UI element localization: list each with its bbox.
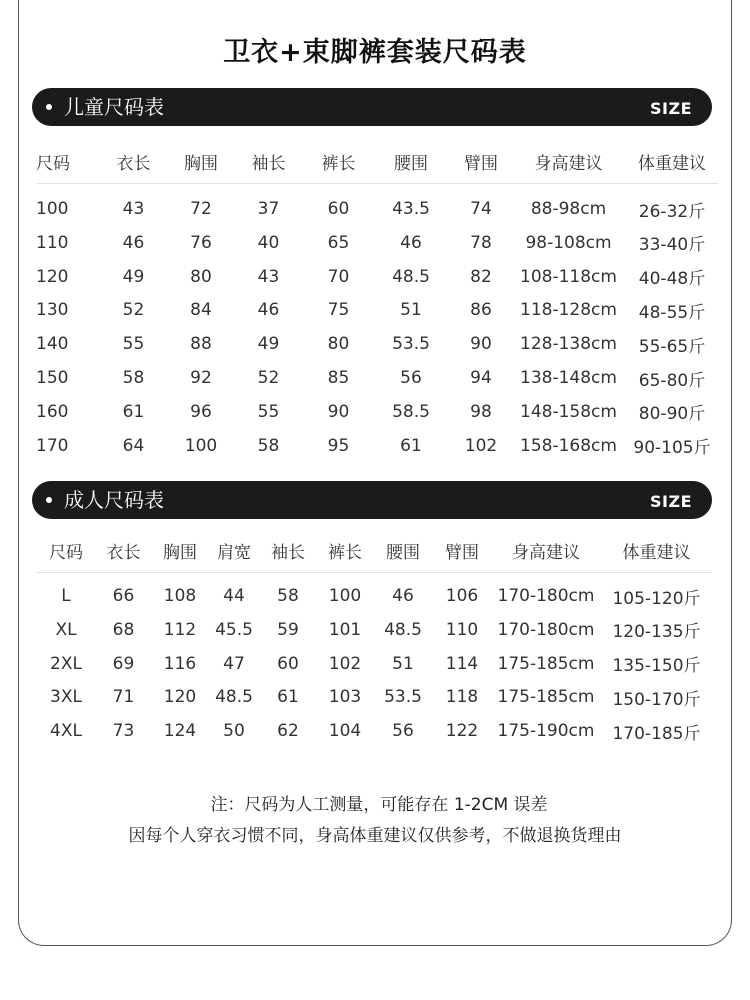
table-cell: 73 [112, 721, 135, 742]
kids-section-title: 儿童尺码表 [64, 95, 164, 119]
table-cell: 175-185cm [497, 653, 595, 674]
table-cell: 104 [328, 721, 362, 742]
table-cell: 60 [327, 199, 350, 219]
table-cell: 175-190cm [497, 721, 595, 742]
table-cell: 49 [122, 266, 145, 287]
table-cell: 175-185cm [497, 687, 595, 708]
kids-size-table [36, 139, 718, 463]
table-cell: 170-180cm [497, 586, 595, 606]
table-cell: 103 [328, 687, 362, 708]
table-cell: 26-32斤 [638, 201, 706, 222]
table-row [36, 429, 718, 463]
table-cell: 102 [328, 653, 362, 674]
table-cell: 46 [400, 232, 422, 253]
table-row [36, 613, 712, 647]
table-cell: 135-150斤 [612, 656, 701, 677]
table-cell: 71 [112, 687, 135, 708]
table-cell: 108-118cm [520, 266, 617, 287]
table-cell: 49 [257, 334, 280, 355]
column-header: 身高建议 [491, 528, 601, 573]
table-cell: 112 [163, 619, 197, 640]
column-header: 尺码 [36, 139, 96, 184]
table-cell: 58 [277, 586, 299, 606]
table-cell: 48.5 [392, 266, 430, 287]
adult-size-table [36, 528, 712, 748]
table-cell: 122 [445, 721, 479, 742]
table-row [36, 361, 718, 395]
table-cell: 46 [122, 232, 145, 253]
table-row [36, 573, 712, 614]
table-cell: 140 [36, 334, 69, 355]
column-header: 衣长 [96, 139, 171, 184]
column-header: 袖长 [259, 528, 317, 573]
table-cell: 43 [257, 266, 280, 287]
table-cell: 82 [470, 266, 492, 287]
table-cell: 55-65斤 [638, 336, 706, 357]
table-cell: 65-80斤 [638, 370, 706, 391]
table-row [36, 184, 718, 227]
table-cell: 100 [328, 586, 362, 606]
adult-size-label: SIZE [649, 492, 692, 511]
table-cell: 50 [223, 721, 245, 742]
table-cell: 84 [190, 300, 212, 321]
table-cell: 47 [223, 653, 245, 674]
table-row [36, 327, 718, 361]
table-cell: 4XL [50, 721, 82, 742]
table-cell: 2XL [50, 653, 82, 674]
table-cell: 170-185斤 [612, 723, 701, 744]
table-cell: 158-168cm [520, 435, 617, 456]
table-cell: 52 [257, 368, 280, 389]
disclaimer-note: 因每个人穿衣习惯不同，身高体重建议仅供参考，不做退换货理由 [128, 826, 622, 846]
table-cell: 46 [392, 586, 414, 606]
table-cell: 40-48斤 [638, 269, 706, 290]
table-cell: 96 [190, 401, 212, 422]
table-cell: 80 [190, 266, 212, 287]
table-row [36, 294, 718, 328]
column-header: 体重建议 [601, 528, 712, 573]
table-cell: 90 [327, 401, 350, 422]
table-cell: 100 [36, 199, 69, 219]
table-cell: 51 [392, 653, 414, 674]
table-cell: 108 [163, 586, 197, 606]
table-cell: 86 [470, 300, 492, 321]
table-cell: L [61, 586, 71, 606]
kids-section-header [32, 88, 712, 126]
table-cell: 120-135斤 [612, 622, 701, 643]
table-cell: 110 [445, 619, 479, 640]
table-cell: 61 [400, 435, 422, 456]
table-cell: 148-158cm [520, 401, 617, 422]
bullet-icon [46, 497, 52, 503]
table-cell: 61 [277, 687, 299, 708]
table-row [36, 681, 712, 715]
table-cell: 88 [190, 334, 212, 355]
table-cell: 53.5 [384, 687, 422, 708]
table-cell: 58.5 [392, 401, 430, 422]
table-cell: 114 [445, 653, 479, 674]
table-cell: 46 [257, 300, 280, 321]
table-cell: 110 [36, 232, 69, 253]
table-header-row [36, 139, 718, 184]
column-header: 裤长 [306, 139, 371, 184]
table-cell: 100 [184, 435, 218, 456]
column-header: 肩宽 [209, 528, 259, 573]
table-cell: 52 [122, 300, 145, 321]
table-cell: 138-148cm [520, 368, 617, 389]
table-cell: 59 [277, 619, 299, 640]
table-cell: 160 [36, 401, 69, 422]
column-header: 臂围 [451, 139, 511, 184]
table-cell: 37 [257, 199, 280, 219]
table-cell: 76 [190, 232, 212, 253]
table-cell: 78 [470, 232, 492, 253]
table-cell: XL [55, 619, 77, 640]
table-cell: 150-170斤 [612, 689, 701, 710]
table-cell: 118 [445, 687, 479, 708]
table-cell: 94 [470, 368, 492, 389]
table-cell: 98-108cm [525, 232, 612, 253]
table-cell: 150 [36, 368, 69, 389]
column-header: 裤长 [317, 528, 373, 573]
table-cell: 33-40斤 [638, 235, 706, 256]
table-cell: 105-120斤 [612, 588, 701, 609]
table-cell: 55 [257, 401, 280, 422]
table-row [36, 647, 712, 681]
table-cell: 43.5 [392, 199, 430, 219]
table-cell: 74 [470, 199, 492, 219]
table-cell: 44 [223, 586, 245, 606]
table-cell: 118-128cm [520, 300, 617, 321]
table-cell: 106 [445, 586, 479, 606]
table-cell: 55 [122, 334, 145, 355]
table-cell: 68 [112, 619, 135, 640]
table-cell: 3XL [50, 687, 82, 708]
table-row [36, 395, 718, 429]
column-header: 尺码 [36, 528, 96, 573]
column-header: 胸围 [151, 528, 209, 573]
column-header: 身高建议 [511, 139, 626, 184]
table-cell: 48.5 [215, 687, 253, 708]
table-cell: 98 [470, 401, 492, 422]
table-cell: 128-138cm [520, 334, 617, 355]
table-cell: 53.5 [392, 334, 430, 355]
table-cell: 61 [122, 401, 145, 422]
column-header: 腰围 [373, 528, 433, 573]
table-cell: 90 [470, 334, 492, 355]
table-row [36, 226, 718, 260]
table-cell: 45.5 [215, 619, 253, 640]
table-cell: 40 [257, 232, 280, 253]
column-header: 腰围 [371, 139, 451, 184]
page-title: 卫衣+束脚裤套装尺码表 [223, 37, 527, 68]
table-cell: 64 [122, 435, 145, 456]
table-header-row [36, 528, 712, 573]
table-cell: 65 [327, 232, 350, 253]
table-cell: 56 [392, 721, 414, 742]
table-cell: 80 [327, 334, 350, 355]
table-cell: 102 [464, 435, 498, 456]
table-row [36, 260, 718, 294]
table-cell: 120 [36, 266, 69, 287]
bullet-icon [46, 104, 52, 110]
adult-section-title: 成人尺码表 [64, 488, 164, 512]
table-cell: 116 [163, 653, 197, 674]
table-cell: 120 [163, 687, 197, 708]
table-cell: 60 [277, 653, 299, 674]
column-header: 衣长 [96, 528, 151, 573]
table-cell: 43 [122, 199, 145, 219]
column-header: 体重建议 [626, 139, 718, 184]
table-cell: 170-180cm [497, 619, 595, 640]
column-header: 袖长 [231, 139, 306, 184]
table-row [36, 714, 712, 748]
table-cell: 75 [327, 300, 350, 321]
adult-section-header [32, 481, 712, 519]
table-cell: 130 [36, 300, 69, 321]
table-cell: 88-98cm [530, 199, 607, 219]
measurement-note: 注：尺码为人工测量，可能存在 1-2CM 误差 [210, 795, 548, 815]
table-cell: 62 [277, 721, 299, 742]
table-cell: 48-55斤 [638, 302, 706, 323]
table-cell: 56 [400, 368, 422, 389]
table-cell: 92 [190, 368, 212, 389]
table-cell: 51 [400, 300, 422, 321]
kids-size-label: SIZE [649, 99, 692, 118]
table-cell: 58 [122, 368, 145, 389]
table-cell: 95 [327, 435, 350, 456]
column-header: 臂围 [433, 528, 491, 573]
table-cell: 66 [112, 586, 135, 606]
table-cell: 58 [257, 435, 280, 456]
table-cell: 70 [327, 266, 350, 287]
column-header: 胸围 [171, 139, 231, 184]
table-cell: 101 [328, 619, 362, 640]
table-cell: 48.5 [384, 619, 422, 640]
table-cell: 90-105斤 [633, 438, 711, 459]
table-cell: 170 [36, 435, 69, 456]
table-cell: 124 [163, 721, 197, 742]
table-cell: 72 [190, 199, 212, 219]
table-cell: 80-90斤 [638, 404, 706, 425]
table-cell: 85 [327, 368, 350, 389]
table-cell: 69 [112, 653, 135, 674]
